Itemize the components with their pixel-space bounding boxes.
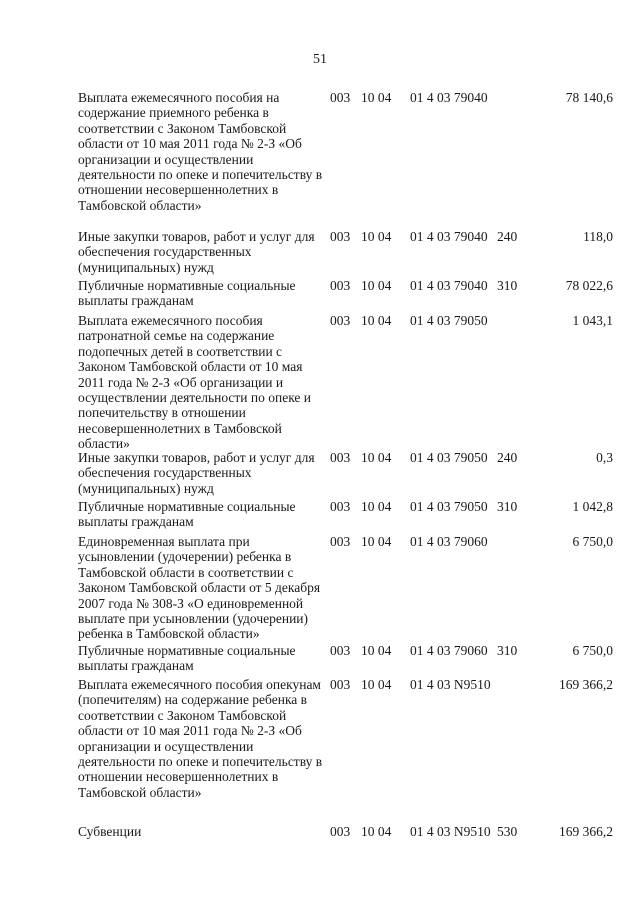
row-section-code: 10 04 [361,499,392,514]
row-admin-code: 003 [330,824,351,839]
row-article-code: 01 4 03 79050 [410,313,488,328]
row-section-code: 10 04 [361,313,392,328]
row-section-code: 10 04 [361,643,392,658]
row-admin-code: 003 [330,677,351,692]
row-section-code: 10 04 [361,450,392,465]
row-section-code: 10 04 [361,534,392,549]
row-description: Иные закупки товаров, работ и услуг для обеспечения государственных (муниципальных) нужд [78,450,315,496]
row-article-code: 01 4 03 79050 [410,450,488,465]
row-section-code: 10 04 [361,229,392,244]
row-amount: 1 042,8 [572,499,613,514]
row-section-code: 10 04 [361,824,392,839]
row-expense-type: 530 [497,824,518,839]
row-admin-code: 003 [330,643,351,658]
row-admin-code: 003 [330,278,351,293]
row-description: Единовременная выплата при усыновлении (удочерении) ребенка в Тамбовской области в соответствии с Законом Тамбовской области от 5 декабря 2007 года № 308-З «О единовременной выплате при усыновлении (удочерении) ребенка в Тамбовской области» [78,534,321,642]
row-expense-type: 310 [497,643,518,658]
row-description: Публичные нормативные социальные выплаты гражданам [78,643,296,674]
row-article-code: 01 4 03 79040 [410,278,488,293]
row-expense-type: 240 [497,450,518,465]
row-description: Выплата ежемесячного пособия патронатной семье на содержание подопечных детей в соответствии с Законом Тамбовской области от 10 мая 2011 года № 2-З «Об организации и осуществлении деятельности по опеке и попечительству в отношении несовершеннолетних в Тамбовской области» [78,313,312,452]
row-admin-code: 003 [330,450,351,465]
row-expense-type: 240 [497,229,518,244]
row-description: Иные закупки товаров, работ и услуг для обеспечения государственных (муниципальных) нужд [78,229,315,275]
row-description: Публичные нормативные социальные выплаты гражданам [78,278,296,309]
row-admin-code: 003 [330,90,351,105]
row-amount: 1 043,1 [572,313,613,328]
row-description: Выплата ежемесячного пособия опекунам (попечителям) на содержание ребенка в соответствии с Законом Тамбовской области от 10 мая 2011 года № 2-З «Об организации и осуществлении деятельности по опеке и попечительству в отношении несовершеннолетних в Тамбовской области» [78,677,323,800]
row-admin-code: 003 [330,499,351,514]
row-amount: 78 140,6 [565,90,613,105]
row-description: Субвенции [78,824,142,839]
row-amount: 6 750,0 [572,534,613,549]
row-admin-code: 003 [330,313,351,328]
row-section-code: 10 04 [361,90,392,105]
row-amount: 78 022,6 [565,278,613,293]
row-amount: 169 366,2 [559,824,613,839]
row-amount: 169 366,2 [559,677,613,692]
row-description: Публичные нормативные социальные выплаты гражданам [78,499,296,530]
page-number: 51 [313,52,327,67]
row-article-code: 01 4 03 N9510 [410,677,491,692]
row-amount: 6 750,0 [572,643,613,658]
row-section-code: 10 04 [361,677,392,692]
row-article-code: 01 4 03 79060 [410,643,488,658]
row-admin-code: 003 [330,534,351,549]
row-article-code: 01 4 03 79060 [410,534,488,549]
row-amount: 118,0 [583,229,613,244]
row-section-code: 10 04 [361,278,392,293]
row-expense-type: 310 [497,278,518,293]
row-admin-code: 003 [330,229,351,244]
row-article-code: 01 4 03 79050 [410,499,488,514]
row-article-code: 01 4 03 79040 [410,90,488,105]
row-article-code: 01 4 03 N9510 [410,824,491,839]
row-amount: 0,3 [596,450,613,465]
row-description: Выплата ежемесячного пособия на содержание приемного ребенка в соответствии с Законом Тамбовской области от 10 мая 2011 года № 2-З «Об организации и осуществлении деятельности по опеке и попечительству в отношении несовершеннолетних в Тамбовской области» [78,90,323,213]
row-article-code: 01 4 03 79040 [410,229,488,244]
row-expense-type: 310 [497,499,518,514]
